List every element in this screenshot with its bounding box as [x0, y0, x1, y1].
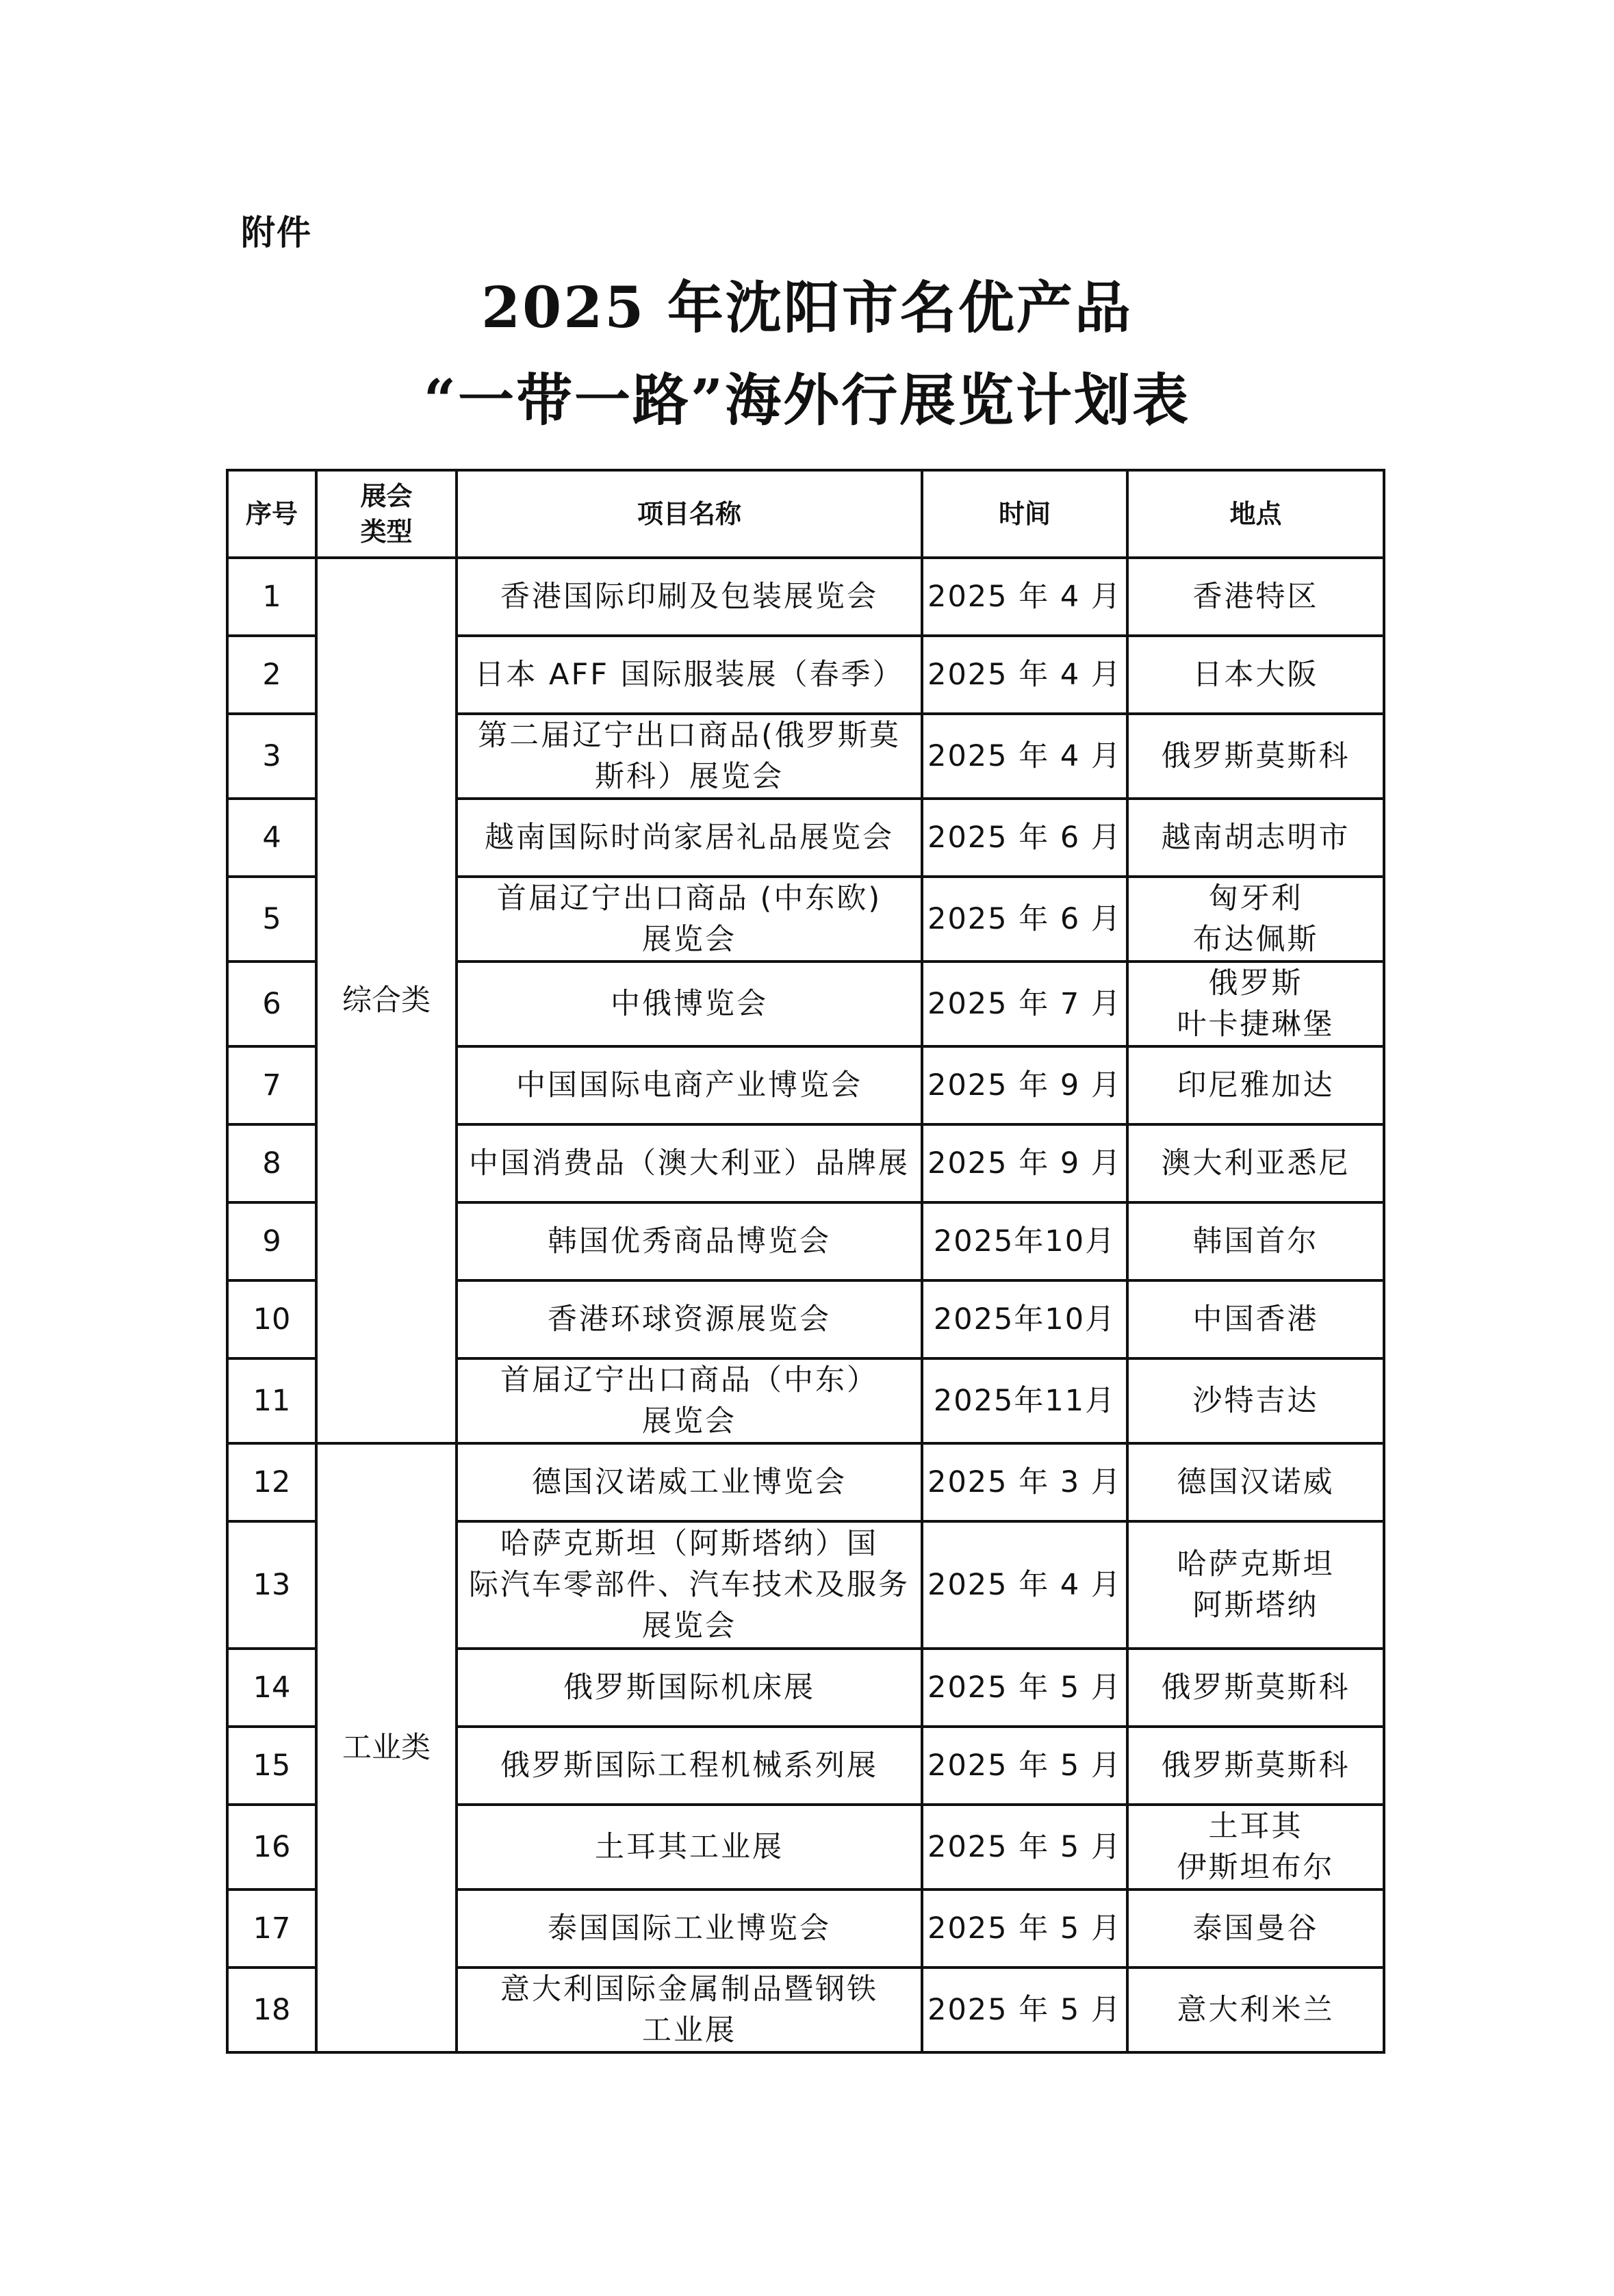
- project-name-text: 中国消费品（澳大利亚）品牌展: [469, 1146, 910, 1181]
- location-text: 俄罗斯 叶卡捷琳堡: [1177, 966, 1335, 1042]
- project-name-text: 土耳其工业展: [595, 1830, 784, 1864]
- exhibition-time: 2025 年 4 月: [922, 636, 1127, 714]
- exhibition-time: 2025年10月: [922, 1280, 1127, 1358]
- location-text: 香港特区: [1192, 580, 1319, 614]
- exhibition-location: [1127, 636, 1384, 714]
- location-text: 俄罗斯莫斯科: [1161, 739, 1350, 773]
- exhibition-location: [1127, 799, 1384, 877]
- project-name: [457, 799, 922, 877]
- location-text: 泰国曼谷: [1192, 1911, 1319, 1946]
- row-number: 9: [227, 1202, 316, 1280]
- exhibition-location: [1127, 1727, 1384, 1805]
- row-number: 2: [227, 636, 316, 714]
- exhibition-time: 2025 年 9 月: [922, 1046, 1127, 1124]
- location-text: 澳大利亚悉尼: [1161, 1146, 1350, 1181]
- table-header-row: [227, 470, 1384, 558]
- location-text: 中国香港: [1192, 1302, 1319, 1337]
- location-text: 韩国首尔: [1192, 1224, 1319, 1259]
- location-text: 日本大阪: [1192, 658, 1319, 692]
- header-project-name: 项目名称: [457, 470, 922, 558]
- exhibition-time: 2025 年 7 月: [922, 962, 1127, 1046]
- location-text: 哈萨克斯坦 阿斯塔纳: [1177, 1547, 1335, 1623]
- row-number: 12: [227, 1443, 316, 1521]
- row-number: 15: [227, 1727, 316, 1805]
- row-number: 5: [227, 877, 316, 962]
- row-number: 1: [227, 558, 316, 636]
- exhibition-location: [1127, 1124, 1384, 1202]
- row-number: 18: [227, 1968, 316, 2052]
- project-name-text: 中俄博览会: [611, 987, 768, 1021]
- row-number: 16: [227, 1805, 316, 1889]
- exhibition-location: [1127, 1358, 1384, 1443]
- exhibition-location: [1127, 1280, 1384, 1358]
- header-serial-number: 序号: [227, 470, 316, 558]
- project-name: [457, 1280, 922, 1358]
- project-name-text: 哈萨克斯坦（阿斯塔纳）国 际汽车零部件、汽车技术及服务 展览会: [469, 1527, 910, 1643]
- location-text: 沙特吉达: [1192, 1384, 1319, 1418]
- project-name: [457, 1124, 922, 1202]
- row-number: 14: [227, 1649, 316, 1727]
- page-title-line-2: “一带一路”海外行展览计划表: [423, 367, 1191, 433]
- project-name: [457, 636, 922, 714]
- exhibition-location: [1127, 1968, 1384, 2052]
- exhibition-type-cell: 工业类: [316, 1443, 457, 2052]
- header-exhibition-type-label: 展会 类型: [360, 481, 413, 547]
- row-number: 10: [227, 1280, 316, 1358]
- exhibition-time: 2025 年 6 月: [922, 799, 1127, 877]
- project-name: [457, 1443, 922, 1521]
- exhibition-location: [1127, 1889, 1384, 1968]
- project-name-text: 首届辽宁出口商品（中东） 展览会: [500, 1363, 878, 1439]
- exhibition-time: 2025 年 5 月: [922, 1805, 1127, 1889]
- exhibition-location: [1127, 1443, 1384, 1521]
- project-name-text: 俄罗斯国际工程机械系列展: [500, 1749, 878, 1783]
- exhibition-time: 2025 年 4 月: [922, 1521, 1127, 1649]
- project-name-text: 韩国优秀商品博览会: [548, 1224, 831, 1259]
- location-text: 德国汉诺威: [1177, 1465, 1335, 1499]
- location-text: 俄罗斯莫斯科: [1161, 1749, 1350, 1783]
- page-title-line-1: 2025 年沈阳市名优产品: [481, 275, 1133, 341]
- exhibition-time: 2025 年 5 月: [922, 1968, 1127, 2052]
- project-name: [457, 1727, 922, 1805]
- exhibition-location: [1127, 714, 1384, 799]
- project-name-text: 越南国际时尚家居礼品展览会: [485, 821, 894, 855]
- table-row: [227, 1443, 1384, 1521]
- exhibition-time: 2025 年 6 月: [922, 877, 1127, 962]
- location-text: 印尼雅加达: [1177, 1068, 1335, 1102]
- project-name: [457, 877, 922, 962]
- exhibition-time: 2025 年 4 月: [922, 714, 1127, 799]
- row-number: 13: [227, 1521, 316, 1649]
- exhibition-location: [1127, 1649, 1384, 1727]
- location-text: 越南胡志明市: [1161, 821, 1350, 855]
- row-number: 7: [227, 1046, 316, 1124]
- project-name-text: 首届辽宁出口商品 (中东欧) 展览会: [496, 881, 882, 957]
- row-number: 8: [227, 1124, 316, 1202]
- exhibition-location: [1127, 877, 1384, 962]
- exhibition-location: [1127, 962, 1384, 1046]
- exhibition-time: 2025 年 4 月: [922, 558, 1127, 636]
- exhibition-location: [1127, 1202, 1384, 1280]
- header-location: 地点: [1127, 470, 1384, 558]
- project-name-text: 泰国国际工业博览会: [548, 1911, 831, 1946]
- project-name-text: 德国汉诺威工业博览会: [532, 1465, 847, 1499]
- project-name: [457, 1202, 922, 1280]
- project-name-text: 日本 AFF 国际服装展（春季）: [474, 658, 904, 692]
- exhibition-time: 2025年10月: [922, 1202, 1127, 1280]
- project-name-text: 香港环球资源展览会: [548, 1302, 831, 1337]
- exhibition-location: [1127, 1521, 1384, 1649]
- project-name-text: 第二届辽宁出口商品(俄罗斯莫 斯科）展览会: [478, 719, 901, 794]
- location-text: 意大利米兰: [1177, 1993, 1335, 2027]
- location-text: 匈牙利 布达佩斯: [1192, 881, 1319, 957]
- project-name-text: 意大利国际金属制品暨钢铁 工业展: [500, 1972, 878, 2048]
- project-name-text: 中国国际电商产业博览会: [516, 1068, 862, 1102]
- row-number: 6: [227, 962, 316, 1046]
- exhibition-location: [1127, 558, 1384, 636]
- header-time: 时间: [922, 470, 1127, 558]
- project-name: [457, 714, 922, 799]
- row-number: 3: [227, 714, 316, 799]
- project-name: [457, 558, 922, 636]
- project-name: [457, 1358, 922, 1443]
- row-number: 4: [227, 799, 316, 877]
- header-exhibition-type: [316, 470, 457, 558]
- exhibition-location: [1127, 1805, 1384, 1889]
- project-name: [457, 1805, 922, 1889]
- exhibition-schedule-table: [226, 469, 1385, 2054]
- exhibition-time: 2025 年 5 月: [922, 1727, 1127, 1805]
- project-name: [457, 1968, 922, 2052]
- exhibition-time: 2025 年 9 月: [922, 1124, 1127, 1202]
- project-name: [457, 1046, 922, 1124]
- location-text: 俄罗斯莫斯科: [1161, 1671, 1350, 1705]
- exhibition-location: [1127, 1046, 1384, 1124]
- table-row: [227, 558, 1384, 636]
- exhibition-time: 2025 年 5 月: [922, 1889, 1127, 1968]
- exhibition-time: 2025 年 5 月: [922, 1649, 1127, 1727]
- exhibition-time: 2025 年 3 月: [922, 1443, 1127, 1521]
- attachment-label: 附件: [241, 213, 312, 253]
- row-number: 17: [227, 1889, 316, 1968]
- exhibition-time: 2025年11月: [922, 1358, 1127, 1443]
- project-name-text: 香港国际印刷及包装展览会: [500, 580, 878, 614]
- row-number: 11: [227, 1358, 316, 1443]
- project-name: [457, 962, 922, 1046]
- location-text: 土耳其 伊斯坦布尔: [1177, 1809, 1335, 1885]
- exhibition-type-cell: 综合类: [316, 558, 457, 1443]
- project-name: [457, 1649, 922, 1727]
- project-name: [457, 1521, 922, 1649]
- project-name: [457, 1889, 922, 1968]
- project-name-text: 俄罗斯国际机床展: [563, 1671, 815, 1705]
